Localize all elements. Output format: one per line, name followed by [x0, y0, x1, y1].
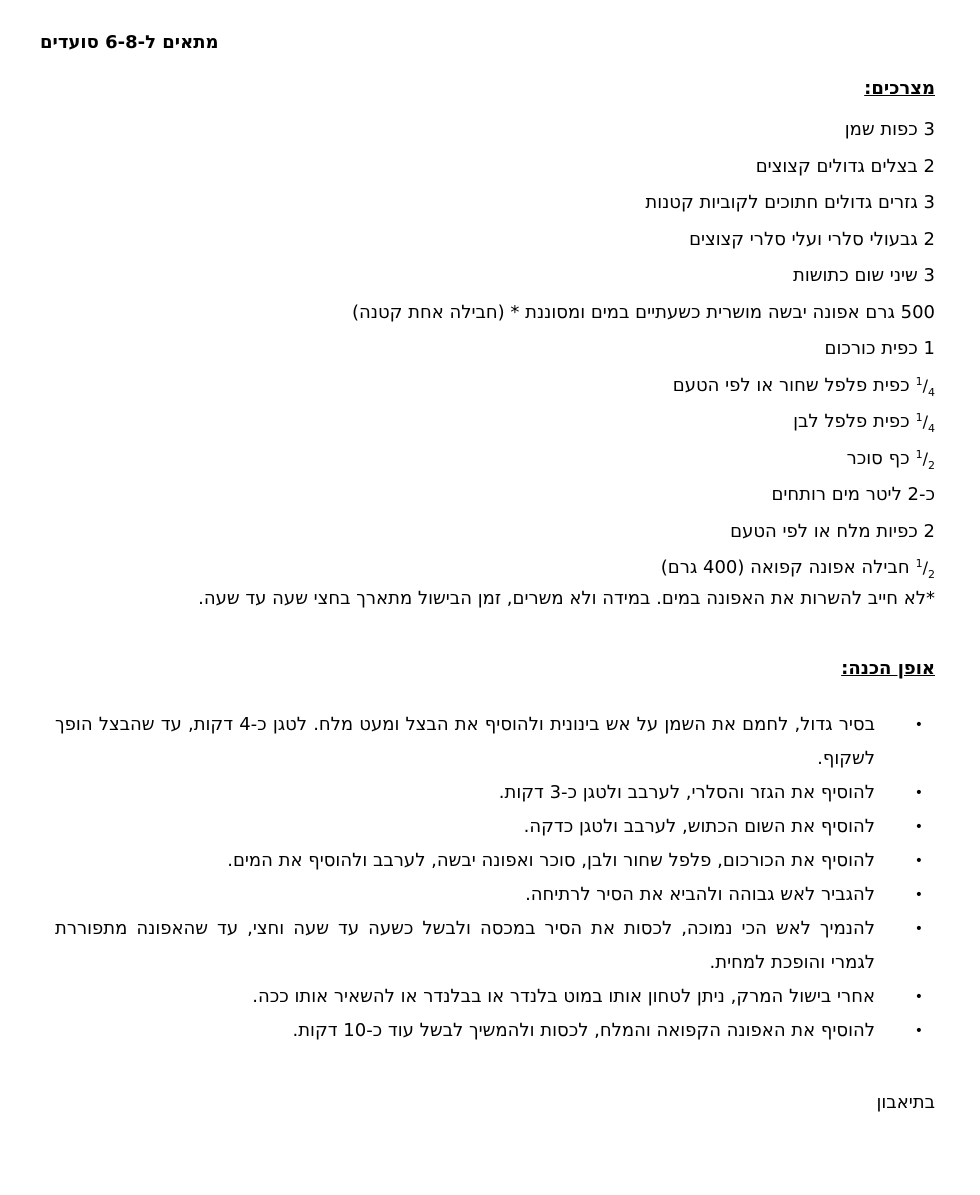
- ingredient-item: [55, 258, 935, 295]
- step-text: להגביר לאש גבוהה ולהביא את הסיר לרתיחה.: [525, 884, 875, 905]
- step-text: להוסיף את הגזר והסלרי, לערבב ולטגן כ-3 דקות.: [498, 782, 875, 803]
- ingredient-item: [55, 550, 935, 587]
- method-step: [55, 708, 935, 776]
- ingredient-item: [55, 514, 935, 551]
- ingredient-item: [55, 404, 935, 441]
- ingredient-text: כף סוכר: [846, 447, 910, 469]
- fraction: $^1/_4$: [915, 411, 935, 435]
- ingredients-heading: מצרכים:: [864, 78, 935, 99]
- method-step: [55, 912, 935, 980]
- ingredients-list: [55, 112, 935, 587]
- signoff: בתיאבון: [876, 1092, 935, 1113]
- ingredient-text: כפית פלפל לבן: [793, 411, 910, 432]
- ingredient-item: [55, 149, 935, 186]
- bullet-icon: •: [914, 1023, 923, 1039]
- ingredient-text: חבילה אפונה קפואה (400 גרם): [660, 557, 910, 578]
- fraction: $^1/_2$: [915, 557, 935, 581]
- ingredient-item: [55, 331, 935, 368]
- step-text: להוסיף את השום הכתוש, לערבב ולטגן כדקה.: [523, 816, 875, 837]
- ingredient-text: כ-2 ליטר מים רותחים: [771, 484, 935, 505]
- bullet-icon: •: [914, 717, 923, 733]
- bullet-icon: •: [914, 819, 923, 835]
- ingredient-item: [55, 295, 935, 332]
- method-steps-list: [55, 708, 935, 1048]
- method-heading: אופן הכנה:: [841, 658, 935, 679]
- fraction-numerator: 1: [915, 447, 923, 461]
- method-step: [55, 844, 935, 878]
- method-step: [55, 980, 935, 1014]
- bullet-icon: •: [914, 853, 923, 869]
- ingredient-text: 3 שיני שום כתושות: [793, 265, 935, 286]
- fraction-denominator: 4: [928, 422, 935, 435]
- step-text: להנמיך לאש הכי נמוכה, לכסות את הסיר במכסה ולבשל כשעה עד שעה וחצי, עד שהאפונה מתפוררת לגמרי והופכת למחית.: [55, 918, 875, 973]
- servings-note: מתאים ל-6-8 סועדים: [40, 32, 219, 53]
- step-text: להוסיף את האפונה הקפואה והמלח, לכסות ולהמשיך לבשל עוד כ-10 דקות.: [292, 1020, 875, 1041]
- bullet-icon: •: [914, 921, 923, 937]
- method-step: [55, 776, 935, 810]
- ingredient-text: 2 כפיות מלח או לפי הטעם: [730, 520, 935, 542]
- ingredient-text: 3 כפות שמן: [844, 119, 935, 140]
- ingredient-text: כפית פלפל שחור או לפי הטעם: [672, 374, 910, 396]
- bullet-icon: •: [914, 785, 923, 801]
- ingredient-text: 2 גבעולי סלרי ועלי סלרי קצוצים: [689, 228, 935, 250]
- step-text: להוסיף את הכורכום, פלפל שחור ולבן, סוכר ואפונה יבשה, לערבב ולהוסיף את המים.: [227, 850, 875, 871]
- ingredient-text: 500 גרם אפונה יבשה מושרית כשעתיים במים ומסוננת * (חבילה אחת קטנה): [352, 301, 935, 323]
- fraction-numerator: 1: [915, 411, 923, 424]
- soaking-note: *לא חייב להשרות את האפונה במים. במידה ולא משרים, זמן הבישול מתארך בחצי שעה עד שעה.: [198, 588, 935, 609]
- step-text: בסיר גדול, לחמם את השמן על אש בינונית ולהוסיף את הבצל ומעט מלח. לטגן כ-4 דקות, עד שהבצל הופך לשקוף.: [55, 714, 875, 769]
- ingredient-text: 1 כפית כורכום: [824, 338, 935, 359]
- bullet-icon: •: [914, 887, 923, 903]
- ingredient-item: [55, 368, 935, 405]
- method-step: [55, 878, 935, 912]
- ingredient-text: 2 בצלים גדולים קצוצים: [755, 155, 935, 177]
- fraction-denominator: 4: [928, 385, 935, 399]
- ingredient-item: [55, 222, 935, 259]
- bullet-icon: •: [914, 989, 923, 1005]
- ingredient-item: [55, 441, 935, 478]
- fraction-denominator: 2: [928, 458, 935, 472]
- fraction-numerator: 1: [915, 557, 923, 570]
- ingredient-item: [55, 112, 935, 149]
- fraction: $^1/_4$: [915, 374, 935, 399]
- method-step: [55, 1014, 935, 1048]
- fraction-numerator: 1: [915, 374, 923, 388]
- fraction: $^1/_2$: [915, 447, 935, 472]
- ingredient-item: [55, 185, 935, 222]
- step-text: אחרי בישול המרק, ניתן לטחון אותו במוט בלנדר או בבלנדר או להשאיר אותו ככה.: [252, 986, 875, 1007]
- method-step: [55, 810, 935, 844]
- ingredient-text: 3 גזרים גדולים חתוכים לקוביות קטנות: [645, 192, 935, 213]
- ingredient-item: [55, 477, 935, 514]
- fraction-denominator: 2: [928, 568, 935, 581]
